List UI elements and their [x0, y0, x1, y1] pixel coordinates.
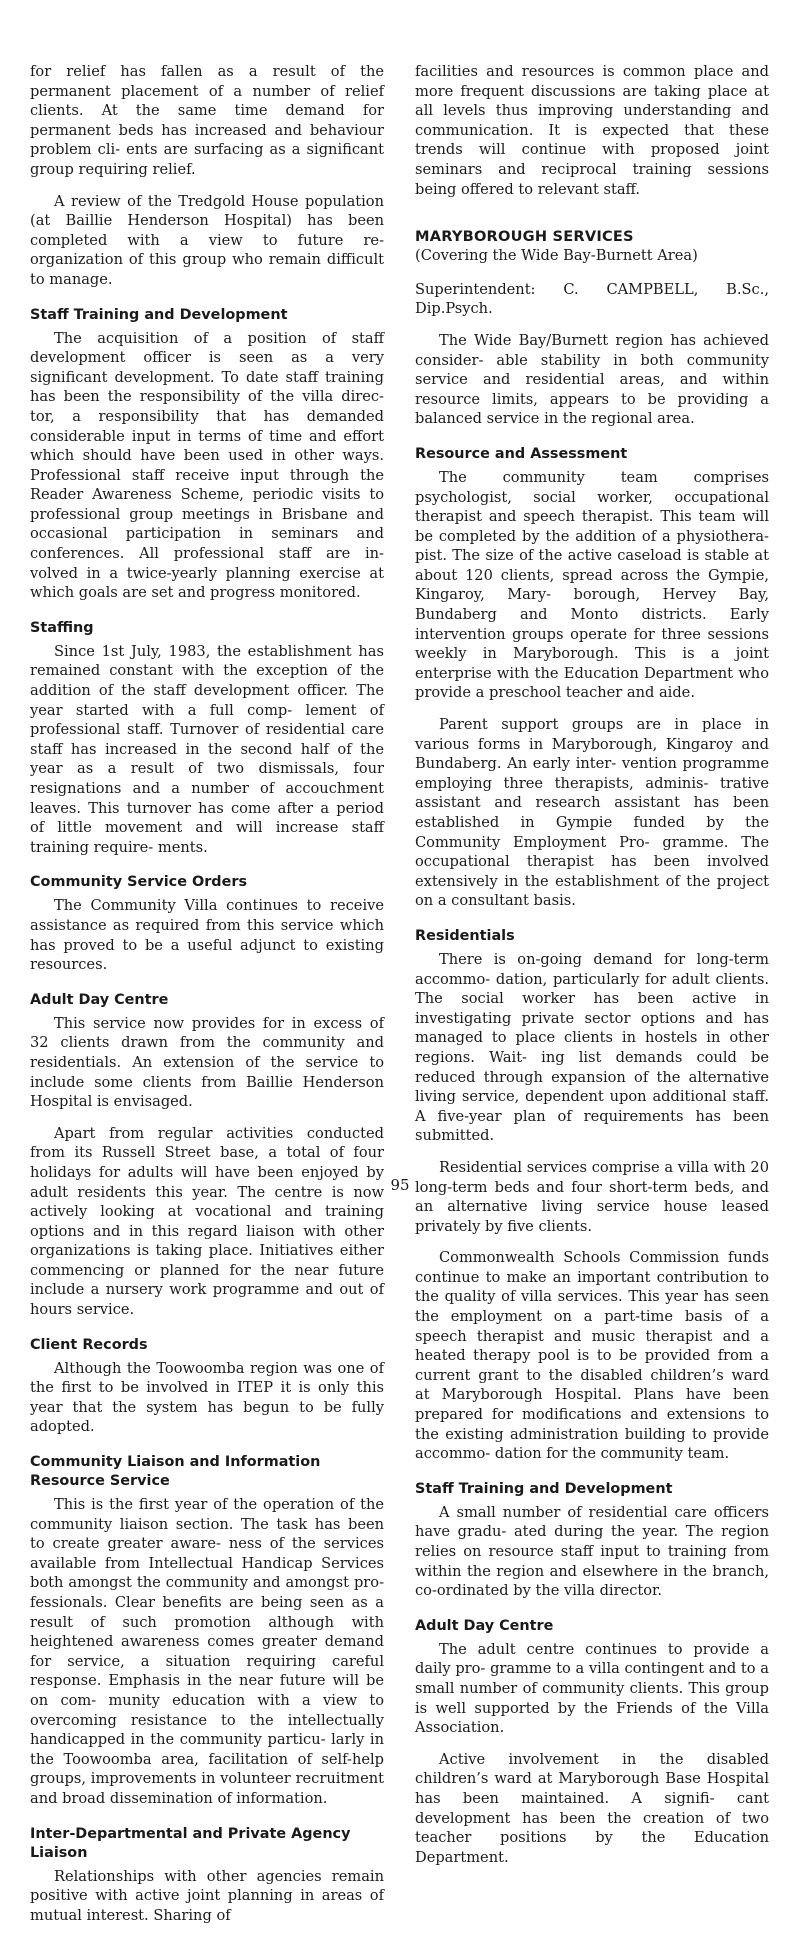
paragraph: Parent support groups are in place in various forms in Maryborough, Kingaroy and Bundaberg. An early inter- vention programme employing three therapists, adminis- trative assistant and research assistant has been established in Gympie funded by the Community Employment Pro- gramme. The occupational therapist has been involved extensively in the establishment of the project on a consultant basis.	[415, 716, 769, 910]
paragraph: A small number of residential care officers have gradu- ated during the year. The region relies on resource staff input to training from within the region and elsewhere in the branch, co-ordinated by the villa director.	[415, 1503, 769, 1600]
paragraph: The Community Villa continues to receive assistance as required from this service which has proved to be a useful adjunct to existing resources.	[30, 897, 384, 974]
paragraph: The Wide Bay/Burnett region has achieved consider- able stability in both community service and residential areas, and within resource limits, appears to be providing a balanced service in the regional area.	[415, 331, 769, 428]
section-heading: Client Records	[30, 1336, 148, 1353]
section-heading: Resource and Assessment	[415, 445, 628, 462]
superintendent-line: Superintendent: C. CAMPBELL, B.Sc., Dip.Psych.	[415, 280, 769, 318]
paragraph: The community team comprises psychologist, social worker, occupational therapist and speech therapist. This team will be completed by the addition of a physiothera- pist. The size of the active caseload is stable at about 120 clients, spread across the Gympie, Kingaroy, Mary- borough, Hervey Bay, Bundaberg and Monto districts. Early intervention groups operate for three sessions weekly in Maryborough. This is a joint enterprise with the Education Department who provide a preschool teacher and aide.	[415, 468, 769, 702]
section-heading: Residentials	[415, 927, 515, 944]
section-heading: Community Liaison and Information Resource Service	[30, 1454, 321, 1490]
paragraph: A review of the Tredgold House population (at Baillie Henderson Hospital) has been completed with a view to future re-organization of this group who remain difficult to manage.	[30, 192, 384, 288]
paragraph: The adult centre continues to provide a daily pro- gramme to a villa contingent and to a small number of community clients. This group is well supported by the Friends of the Villa Association.	[415, 1640, 769, 1737]
paragraph: Relationships with other agencies remain positive with active joint planning in areas of mutual interest. Sharing of	[30, 1867, 384, 1924]
region-heading: MARYBOROUGH SERVICES	[415, 228, 634, 246]
page-number: 95	[390, 1176, 410, 1194]
left-column	[30, 62, 384, 1937]
paragraph: for relief has fallen as a result of the permanent placement of a number of relief clients. At the same time demand for permanent beds has increased and behaviour problem cli- ents are surfacing as a significant group requiring relief.	[30, 63, 384, 178]
paragraph: Residential services comprise a villa with 20 long-term beds and four short-term beds, and an alternative living service house leased privately by five clients.	[415, 1158, 769, 1235]
paragraph: Active involvement in the disabled children’s ward at Maryborough Base Hospital has been maintained. A signifi- cant development has been the creation of two teacher positions by the Education Department.	[415, 1750, 769, 1866]
section-heading: Community Service Orders	[30, 874, 248, 891]
section-heading: Staff Training and Development	[30, 306, 288, 323]
paragraph: Commonwealth Schools Commission funds continue to make an important contribution to the quality of villa services. This year has seen the employment on a part-time basis of a speech therapist and music therapist and a heated therapy pool is to be provided from a current grant to the disabled children’s ward at Maryborough Hospital. Plans have been prepared for modifications and extensions to the existing administration building to provide accommo- dation for the community team.	[415, 1249, 769, 1463]
paragraph: Although the Toowoomba region was one of the first to be involved in ITEP it is only this year that the system has begun to be fully adopted.	[30, 1359, 384, 1436]
paragraph: There is on-going demand for long-term accommo- dation, particularly for adult clients. The social worker has been active in investigating private sector options and has managed to place clients in hostels in other regions. Wait- ing list demands could be reduced through expansion of the alternative living service, dependent upon additional staff. A five-year plan of requirements has been submitted.	[415, 950, 769, 1145]
paragraph: Apart from regular activities conducted from its Russell Street base, a total of four holidays for adults will have been enjoyed by adult residents this year. The centre is now actively looking at vocational and training options and in this regard liaison with other organizations is taking place. Initiatives either commencing or planned for the near future include a nursery work programme and out of hours service.	[30, 1124, 384, 1319]
section-heading: Inter-Departmental and Private Agency Liaison	[30, 1825, 351, 1861]
paragraph: facilities and resources is common place and more frequent discussions are taking place at all levels thus improving understanding and communication. It is expected that these trends will continue with proposed joint seminars and reciprocal training sessions being offered to relevant staff.	[415, 63, 769, 198]
section-heading: Adult Day Centre	[30, 991, 169, 1008]
section-heading: Adult Day Centre	[415, 1617, 554, 1634]
paragraph: This is the first year of the operation of the community liaison section. The task has been to create greater aware- ness of the services available from Intellectual Handicap Services both amongst the community and amongst pro- fessionals. Clear benefits are being seen as a result of such promotion although with heightened awareness comes greater demand for service, a situation requiring careful response. Emphasis in the near future will be on com- munity education with a view to overcoming resistance to the intellectually handicapped in the community particu- larly in the Toowoomba area, facilitation of self-help groups, improvements in volunteer recruitment and broad dissemination of information.	[30, 1496, 384, 1807]
paragraph: The acquisition of a position of staff development officer is seen as a very significant development. To date staff training has been the responsibility of the villa direc- tor, a responsibility that has demanded considerable input in terms of time and effort which should have been used in other ways. Professional staff receive input through the Reader Awareness Scheme, periodic visits to professional group meetings in Brisbane and occasional participation in seminars and conferences. All professional staff are in- volved in a twice-yearly planning exercise at which goals are set and progress monitored.	[30, 329, 384, 602]
paragraph: This service now provides for in excess of 32 clients drawn from the community and residentials. An extension of the service to include some clients from Baillie Henderson Hospital is envisaged.	[30, 1014, 384, 1111]
region-subheading: (Covering the Wide Bay-Burnett Area)	[415, 247, 698, 265]
paragraph: Since 1st July, 1983, the establishment has remained constant with the exception of the addition of the staff development officer. The year started with a full comp- lement of professional staff. Turnover of residential care staff has increased in the second half of the year as a result of two dismissals, four resignations and a number of accouchment leaves. This turnover has come after a period of little movement and will increase staff training require- ments.	[30, 642, 384, 856]
section-heading: Staff Training and Development	[415, 1480, 673, 1497]
right-column	[415, 62, 769, 1879]
section-heading: Staffing	[30, 619, 94, 636]
